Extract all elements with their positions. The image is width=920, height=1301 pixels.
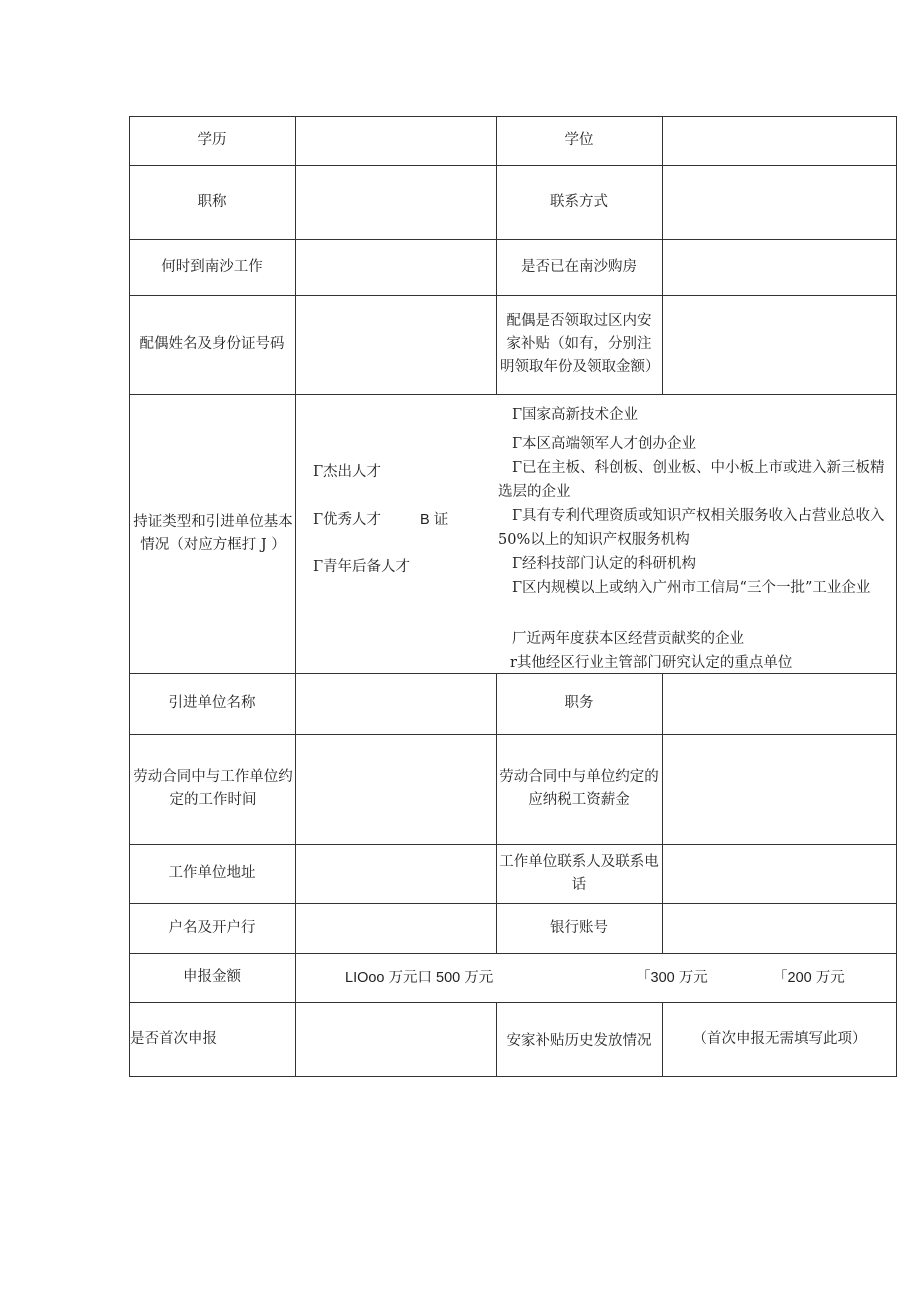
contact-field[interactable] xyxy=(663,166,896,239)
salary-field[interactable] xyxy=(663,735,896,844)
enterprise-option-industrial[interactable]: Γ区内规模以上或纳入广州市工信局“三个一批”工业企业 xyxy=(512,580,871,596)
enterprise-option-leading-talent[interactable]: Γ本区高端领军人才创办企业 xyxy=(512,436,697,452)
first-application-label: 是否首次申报 xyxy=(130,1030,217,1047)
unit-contact-field[interactable] xyxy=(663,845,896,903)
education-field[interactable] xyxy=(296,117,496,165)
enterprise-option-other-key-unit[interactable]: r其他经区行业主管部门研究认定的重点单位 xyxy=(510,655,793,671)
account-holder-label: 户名及开户行 xyxy=(168,919,256,936)
table-rule xyxy=(129,1076,897,1077)
subsidy-history-label: 安家补贴历史发放情况 xyxy=(506,1032,652,1049)
subsidy-history-note: （首次申报无需填写此项） xyxy=(692,1030,867,1047)
enterprise-option-contribution-award[interactable]: 厂近两年度获本区经营贡献奖的企业 xyxy=(512,631,744,647)
employer-name-label: 引进单位名称 xyxy=(168,695,256,711)
amount-option-200[interactable]: 「200 万元 xyxy=(773,970,845,986)
amount-label: 申报金额 xyxy=(183,969,241,985)
spouse-subsidy-field[interactable] xyxy=(663,296,896,394)
enterprise-option-high-tech[interactable]: Γ国家高新技术企业 xyxy=(512,407,639,423)
work-hours-label: 劳动合同中与工作单位约定的工作时间 xyxy=(133,769,293,808)
house-purchase-label: 是否已在南沙购房 xyxy=(521,258,637,275)
first-application-field[interactable] xyxy=(296,1003,496,1076)
unit-contact-label: 工作单位联系人及联系电话 xyxy=(499,853,659,893)
talent-option-young[interactable]: Γ青年后备人才 xyxy=(313,559,411,575)
house-purchase-field[interactable] xyxy=(663,240,896,295)
work-address-label: 工作单位地址 xyxy=(168,865,256,881)
arrival-date-field[interactable] xyxy=(296,240,496,295)
spouse-subsidy-label: 配偶是否领取过区内安家补贴（如有，分别注明领取年份及领取金额） xyxy=(500,313,660,375)
spouse-id-field[interactable] xyxy=(296,296,496,394)
enterprise-option-ip-service[interactable]: Γ具有专利代理资质或知识产权相关服务收入占营业总收入 50%以上的知识产权服务机构 xyxy=(498,508,885,548)
education-label: 学历 xyxy=(197,132,227,148)
enterprise-option-research[interactable]: Γ经科技部门认定的科研机构 xyxy=(512,556,697,572)
contact-label: 联系方式 xyxy=(550,193,608,210)
application-form-table xyxy=(129,116,897,1077)
arrival-date-label: 何时到南沙工作 xyxy=(161,258,263,275)
professional-title-field[interactable] xyxy=(296,166,496,239)
enterprise-option-listed[interactable]: Γ已在主板、科创板、创业板、中小板上市或进入新三板精选层的企业 xyxy=(498,460,885,500)
spouse-id-label: 配偶姓名及身份证号码 xyxy=(139,336,285,352)
work-address-field[interactable] xyxy=(296,845,496,903)
certificate-type-label: 持证类型和引进单位基本情况（对应方框打 J ） xyxy=(133,513,293,553)
amount-option-300[interactable]: 「300 万元 xyxy=(636,970,708,986)
salary-label: 劳动合同中与单位约定的应纳税工资薪金 xyxy=(499,769,659,808)
work-hours-field[interactable] xyxy=(296,735,496,844)
talent-option-outstanding[interactable]: Γ杰出人才 xyxy=(313,464,382,480)
account-holder-field[interactable] xyxy=(296,904,496,953)
talent-option-excellent[interactable]: Γ优秀人才 xyxy=(313,512,382,528)
table-rule xyxy=(896,116,897,1077)
bank-account-label: 银行账号 xyxy=(550,919,608,936)
bank-account-field[interactable] xyxy=(663,904,896,953)
position-field[interactable] xyxy=(663,674,896,734)
professional-title-label: 职称 xyxy=(197,193,227,210)
degree-field[interactable] xyxy=(663,117,896,165)
position-label: 职务 xyxy=(564,695,594,711)
b-certificate-label: B 证 xyxy=(420,512,449,528)
amount-option-1000-500[interactable]: LIOoo 万元口 500 万元 xyxy=(345,970,494,986)
degree-label: 学位 xyxy=(564,132,594,148)
employer-name-field[interactable] xyxy=(296,674,496,734)
